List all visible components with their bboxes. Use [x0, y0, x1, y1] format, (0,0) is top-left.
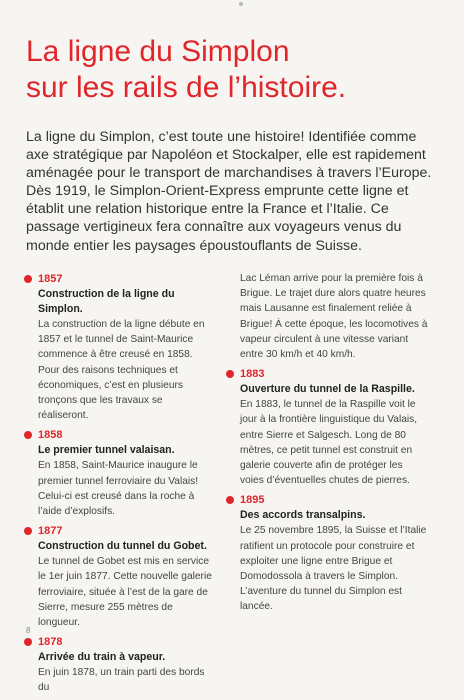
entry-continuation: Lac Léman arrive pour la première fois à Brigue. Le trajet dure alors quatre heures mais Lausanne est finalement reliée à Brigue! À cette époque, les locomotives à vapeur circulent à une vitesse variant entre 30 km/h et 40 km/h. — [240, 273, 428, 361]
entry-body: En juin 1878, un train parti des bords du — [38, 667, 205, 694]
entry-body: En 1883, le tunnel de la Raspille voit le jour à la frontière linguistique du Valais, entre Sierre et Salgesch. Long de 80 mètres, ce petit tunnel est construit en galerie couverte afin de protéger les voies d’éventuelles chutes de pierres. — [240, 399, 418, 487]
entry-title: Des accords transalpins. — [240, 509, 366, 522]
timeline-entry — [240, 366, 428, 488]
entry-year: 1877 — [38, 525, 63, 538]
entry-title: Construction du tunnel du Gobet. — [38, 540, 207, 553]
bullet-dot-icon — [24, 275, 32, 283]
page-title — [26, 34, 436, 106]
entry-body: En 1858, Saint-Maurice inaugure le premier tunnel ferroviaire du Valais! Celui-ci est creusé dans la roche à l’aide d’explosifs. — [38, 460, 199, 518]
entry-title: Ouverture du tunnel de la Raspille. — [240, 383, 415, 396]
timeline-entry — [24, 634, 212, 695]
entry-title: Arrivée du train à vapeur. — [38, 651, 166, 664]
entry-year: 1883 — [240, 368, 265, 381]
bullet-dot-icon — [24, 431, 32, 439]
intro-paragraph: La ligne du Simplon, c’est toute une histoire! Identifiée comme axe stratégique par Napoléon et Stockalper, elle est rapidement aménagée pour le transport de marchandises à travers l’Europe. Dès 1919, le Simplon-Orient-Express emprunte cette ligne et établit une relation historique entre la France et l’Italie. Ce passage vertigineux fera connaître aux voyageurs venus du monde entier les paysages époustouflants de Suisse. — [26, 129, 432, 254]
title-line-2: sur les rails de l’histoire. — [26, 71, 347, 104]
title-line-1: La ligne du Simplon — [26, 35, 290, 68]
timeline-column-left — [24, 271, 212, 700]
timeline-entry — [240, 492, 428, 614]
bullet-dot-icon — [226, 496, 234, 504]
entry-body: Le tunnel de Gobet est mis en service le 1er juin 1877. Cette nouvelle galerie ferroviaire, située à l’est de la gare de Sierre, mesure 255 mètres de longueur. — [38, 556, 212, 629]
timeline-entry — [24, 271, 212, 423]
timeline-column-right — [240, 271, 428, 619]
timeline-entry — [24, 523, 212, 630]
bullet-dot-icon — [24, 527, 32, 535]
entry-title: Construction de la ligne du Simplon. — [38, 288, 175, 315]
timeline-entry — [24, 427, 212, 519]
page-number: 8 — [26, 626, 31, 635]
entry-body: Le 25 novembre 1895, la Suisse et l’Italie ratifient un protocole pour construire et exploiter une ligne entre Brigue et Domodossola à travers le Simplon. L’aventure du tunnel du Simplon est lancée. — [240, 525, 427, 613]
entry-body: La construction de la ligne débute en 1857 et le tunnel de Saint-Maurice commence à être creusé en 1858. Pour des raisons techniques et économiques, c’est en plusieurs tronçons que les travaux se réaliseront. — [38, 319, 205, 422]
entry-title: Le premier tunnel valaisan. — [38, 444, 175, 457]
entry-year: 1858 — [38, 429, 63, 442]
bullet-dot-icon — [226, 370, 234, 378]
binding-mark — [239, 2, 243, 6]
bullet-dot-icon — [24, 638, 32, 646]
entry-year: 1895 — [240, 494, 265, 507]
entry-year: 1878 — [38, 636, 63, 649]
entry-year: 1857 — [38, 273, 63, 285]
